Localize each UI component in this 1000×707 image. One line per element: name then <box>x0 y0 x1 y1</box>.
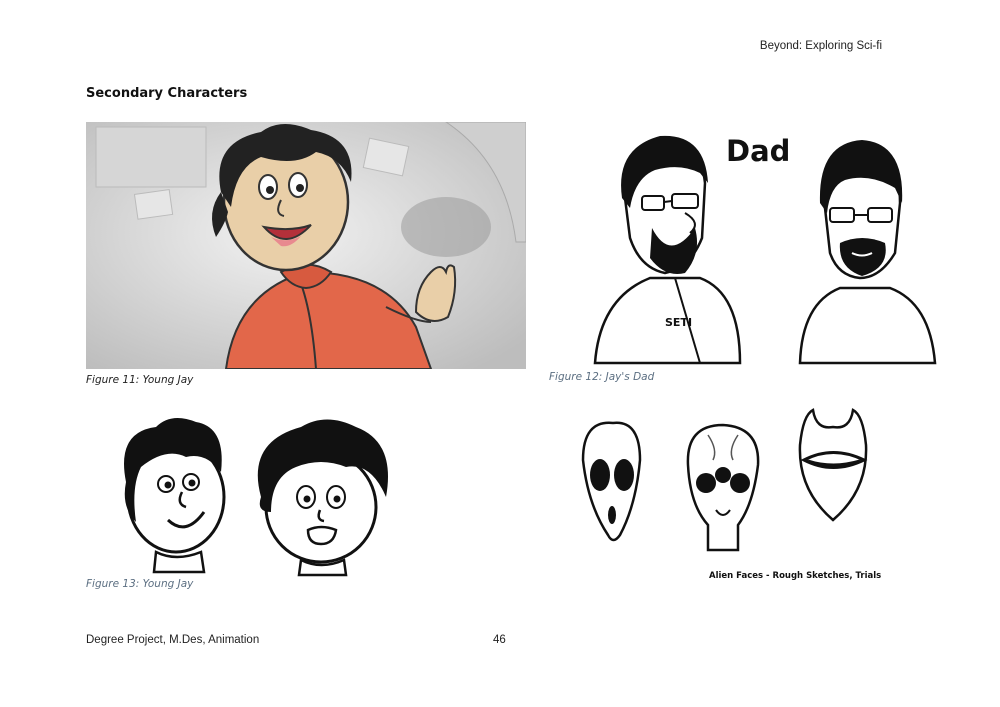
young-jay-sketch-illustration <box>96 412 416 577</box>
figure-alien-faces <box>578 405 898 565</box>
section-title: Secondary Characters <box>86 86 248 101</box>
figure-young-jay-sketch <box>96 412 416 577</box>
running-title: Beyond: Exploring Sci-fi <box>759 40 882 52</box>
figure-11-caption: Figure 11: Young Jay <box>86 374 194 386</box>
page-number: 46 <box>493 634 506 646</box>
alien-faces-illustration <box>578 405 898 565</box>
figure-12-caption: Figure 12: Jay's Dad <box>549 371 655 383</box>
young-jay-color-illustration <box>86 122 526 369</box>
footer-degree-text: Degree Project, M.Des, Animation <box>86 634 260 646</box>
dad-label: Dad <box>726 134 791 168</box>
seti-shirt-label: SETI <box>665 316 693 329</box>
figure-13-caption: Figure 13: Young Jay <box>86 578 194 590</box>
figure-young-jay-color <box>86 122 526 369</box>
alien-faces-caption: Alien Faces - Rough Sketches, Trials <box>709 571 882 581</box>
